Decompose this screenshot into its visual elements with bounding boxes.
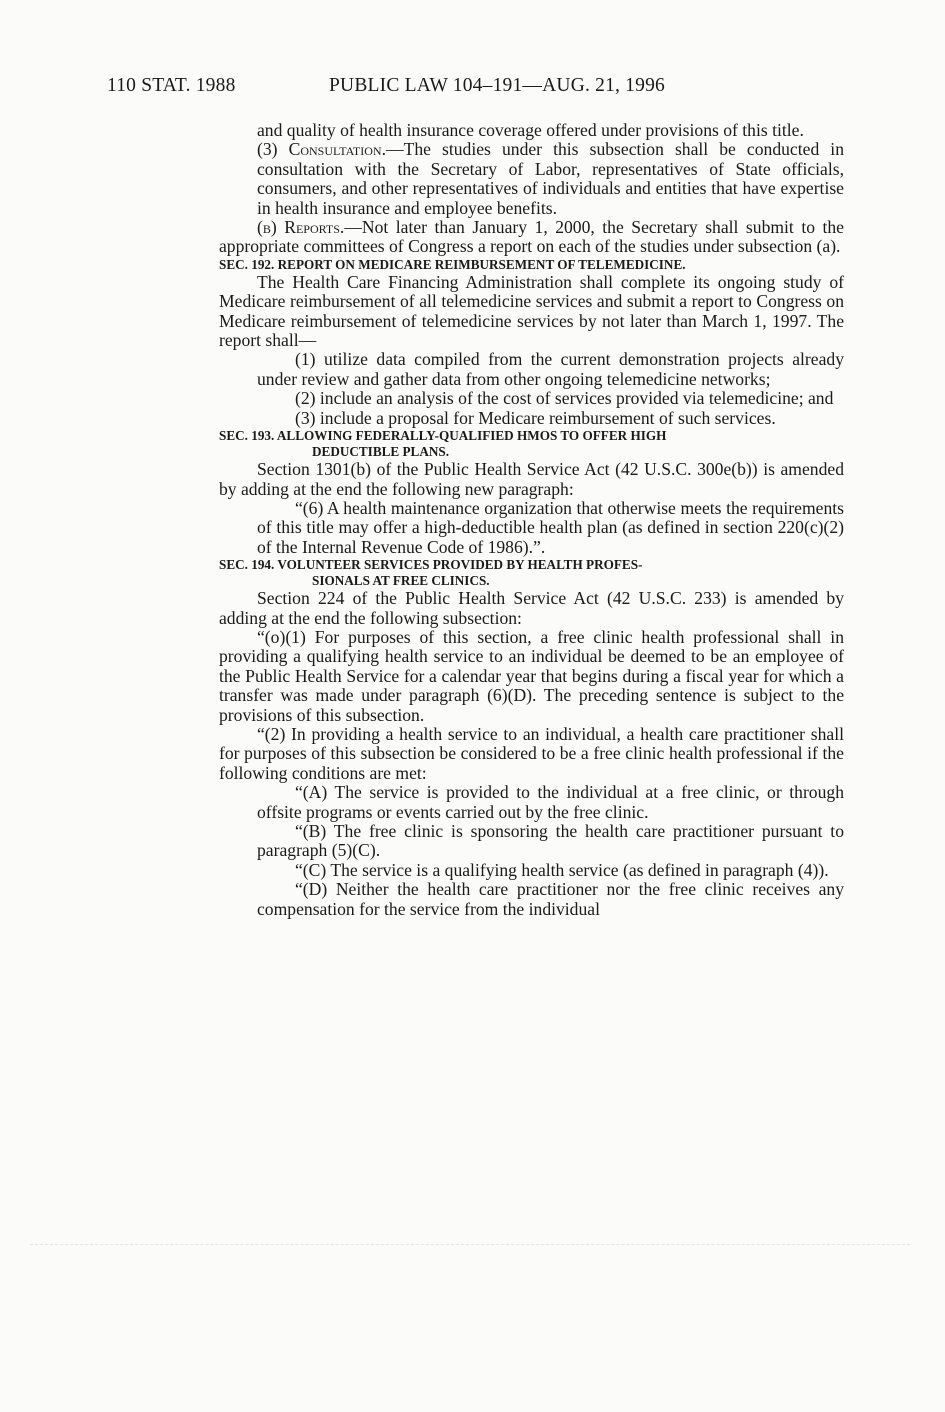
- page-body: [219, 121, 844, 919]
- section-194-intro: Section 224 of the Public Health Service Act (42 U.S.C. 233) is amended by adding at the end the following subsection:: [219, 588, 844, 628]
- section-193-intro: Section 1301(b) of the Public Health Service Act (42 U.S.C. 300e(b)) is amended by adding at the end the following new paragraph:: [219, 459, 844, 499]
- section-194-condition-b: “(B) The free clinic is sponsoring the health care practitioner pursuant to paragraph (5)(C).: [257, 821, 844, 861]
- running-title: PUBLIC LAW 104–191—AUG. 21, 1996: [329, 75, 665, 96]
- reports-text: —Not later than January 1, 2000, the Secretary shall submit to the appropriate committees of Congress a report on each of the studies under subsection (a).: [219, 217, 844, 257]
- section-194-quote-1: “(o)(1) For purposes of this section, a free clinic health professional shall in providing a qualifying health service to an individual be deemed to be an employee of the Public Health Service for a calendar year that begins during a fiscal year for which a transfer was made under paragraph (6)(D). The preceding sentence is subject to the provisions of this subsection.: [219, 626, 844, 725]
- section-192-intro: The Health Care Financing Administration shall complete its ongoing study of Medicare reimbursement of all telemedicine services and submit a report to Congress on Medicare reimbursement of telemedicine services by not later than March 1, 1997. The report shall—: [219, 271, 844, 351]
- section-heading-193-line1: SEC. 193. ALLOWING FEDERALLY-QUALIFIED HMOS TO OFFER HIGH: [219, 428, 667, 444]
- section-heading-194: [219, 557, 844, 589]
- section-heading-193: [219, 428, 844, 460]
- section-heading-194-line1: SEC. 194. VOLUNTEER SERVICES PROVIDED BY HEALTH PROFES-: [219, 557, 643, 573]
- consultation-text: —The studies under this subsection shall be conducted in consultation with the Secretary of Labor, representatives of State officials, consumers, and other representatives of individuals and entities that have expertise in health insurance and employee benefits.: [257, 139, 844, 218]
- reports-label: (b) Reports.: [257, 217, 345, 238]
- paragraph-consultation: [219, 140, 844, 218]
- page-header: [107, 75, 747, 103]
- section-heading-194-line2: SIONALS AT FREE CLINICS.: [312, 573, 490, 589]
- section-heading-193-line2: DEDUCTIBLE PLANS.: [312, 444, 450, 460]
- scan-artifact-line: [30, 1244, 910, 1246]
- stat-page-number: 110 STAT. 1988: [107, 75, 236, 96]
- paragraph-reports: [219, 218, 844, 257]
- section-194-condition-c: “(C) The service is a qualifying health service (as defined in paragraph (4)).: [295, 859, 829, 880]
- section-192-item-1: (1) utilize data compiled from the current demonstration projects already under review and gather data from other ongoing telemedicine networks;: [257, 349, 844, 389]
- section-194-quote-2: “(2) In providing a health service to an individual, a health care practitioner shall for purposes of this subsection be considered to be a free clinic health professional if the following conditions are met:: [219, 723, 844, 783]
- section-heading-192: SEC. 192. REPORT ON MEDICARE REIMBURSEMENT OF TELEMEDICINE.: [219, 256, 686, 272]
- consultation-label: (3) Consultation.: [257, 139, 386, 160]
- section-192-item-2: (2) include an analysis of the cost of services provided via telemedicine; and: [295, 388, 834, 409]
- section-192-item-3: (3) include a proposal for Medicare reimbursement of such services.: [295, 407, 776, 428]
- section-194-condition-d: “(D) Neither the health care practitioner nor the free clinic receives any compensation for the service from the individual: [257, 879, 844, 919]
- section-193-quote: “(6) A health maintenance organization that otherwise meets the requirements of this title may offer a high-deductible health plan (as defined in section 220(c)(2) of the Internal Revenue Code of 1986).”.: [257, 497, 844, 557]
- section-194-condition-a: “(A) The service is provided to the individual at a free clinic, or through offsite programs or events carried out by the free clinic.: [257, 782, 844, 822]
- paragraph-continuation: and quality of health insurance coverage offered under provisions of this title.: [257, 120, 804, 140]
